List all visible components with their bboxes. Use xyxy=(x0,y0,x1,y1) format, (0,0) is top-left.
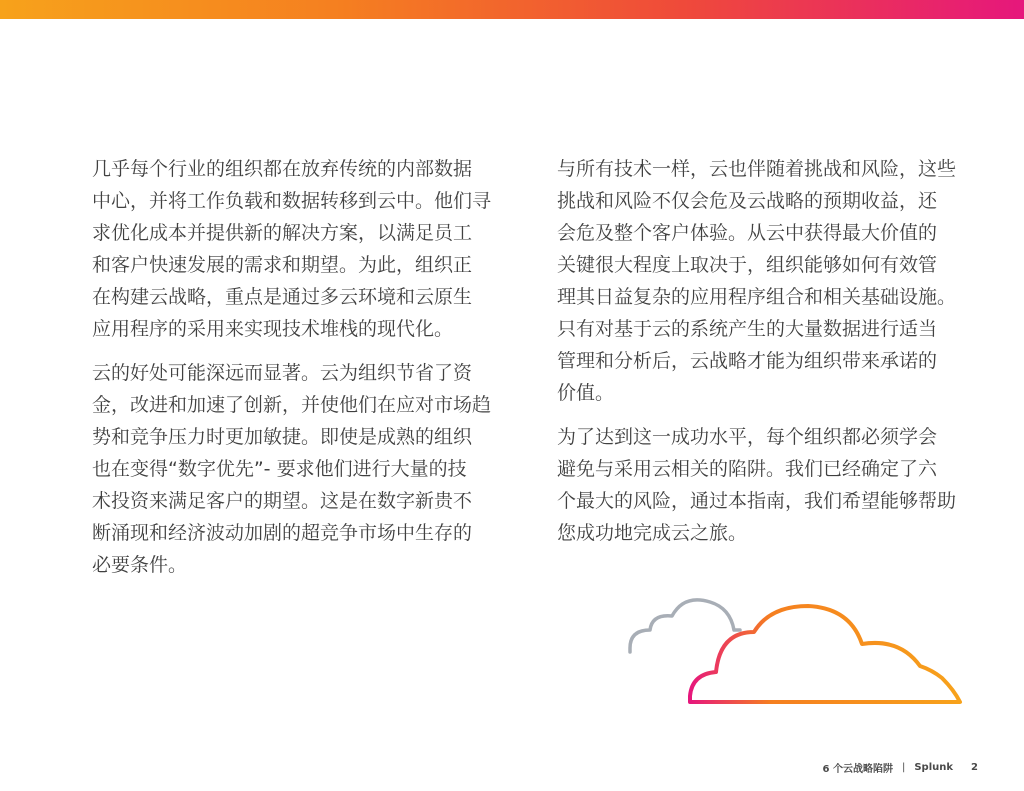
right-paragraph-1: 与所有技术一样，云也伴随着挑战和风险，这些 挑战和风险不仅会危及云战略的预期收益，还 会危及整个客户体验。从云中获得最大价值的 关键很大程度上取决于，组织能够如何有效管 理其日益复杂的应用程序组合和相关基础设施。 只有对基于云的系统产生的大量数据进行适当 管理和分析后，云战略才能为组织带来承诺的 价值。 xyxy=(557,158,957,404)
left-paragraph-2: 云的好处可能深远而显著。云为组织节省了资 金，改进和加速了创新，并使他们在应对市场趋 势和竞争压力时更加敏捷。即使是成熟的组织 也在变得“数字优先”- 要求他们进行大量的技 术投资来满足客户的期望。这是在数字新贵不 断涌现和经济波动加剧的超竞争市场中生存的 必要条件。 xyxy=(92,362,492,576)
page-number: 2 xyxy=(971,762,978,773)
left-column xyxy=(92,153,512,581)
footer xyxy=(823,760,978,775)
left-paragraph-1: 几乎每个行业的组织都在放弃传统的内部数据 中心，并将工作负载和数据转移到云中。他们寻 求优化成本并提供新的解决方案，以满足员工 和客户快速发展的需求和期望。为此，组织正 在构建云战略，重点是通过多云环境和云原生 应用程序的采用来实现技术堆栈的现代化。 xyxy=(92,158,492,340)
footer-title: 6 个云战略陷阱 xyxy=(822,764,893,775)
footer-brand: Splunk xyxy=(914,762,954,773)
clouds-illustration xyxy=(622,592,972,710)
right-column xyxy=(557,153,997,549)
top-gradient-bar xyxy=(0,0,1024,19)
footer-separator: | xyxy=(901,762,906,773)
right-paragraph-2: 为了达到这一成功水平，每个组织都必须学会 避免与采用云相关的陷阱。我们已经确定了六 个最大的风险，通过本指南，我们希望能够帮助 您成功地完成云之旅。 xyxy=(557,426,957,544)
